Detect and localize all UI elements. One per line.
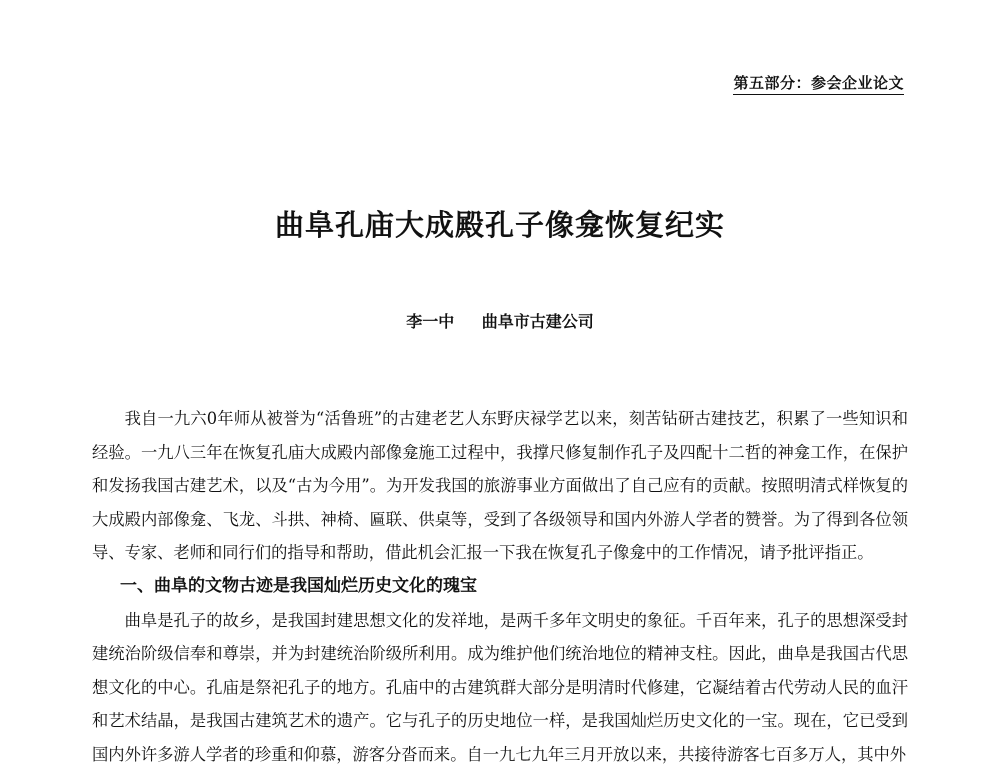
article-title: 曲阜孔庙大成殿孔子像龛恢复纪实 [274,208,725,242]
author-name: 李一中 [406,312,455,331]
byline [0,311,1000,333]
section-paragraph: 曲阜是孔子的故乡，是我国封建思想文化的发祥地，是两千多年文明史的象征。千百年来，孔子的思想深受封建统治阶级信奉和尊崇，并为封建统治阶级所利用。成为维护他们统治地位的精神支柱。因此，曲阜是我国古代思想文化的中心。孔庙是祭祀孔子的地方。孔庙中的古建筑群大部分是明清时代修建，它凝结着古代劳动人民的血汗和艺术结晶，是我国古建筑艺术的遗产。它与孔子的历史地位一样，是我国灿烂历史文化的一宝。现在，它已受到国内外许多游人学者的珍重和仰慕，游客分沓而来。自一九七九年三月开放以来，共接待游客七百多万人，其中外 [92,610,908,764]
running-header: 第五部分：参会企业论文 [733,74,904,95]
article-body [92,402,908,772]
intro-paragraph: 我自一九六0年师从被誉为“活鲁班”的古建老艺人东野庆禄学艺以来，刻苦钻研古建技艺，积累了一些知识和经验。一九八三年在恢复孔庙大成殿内部像龛施工过程中，我撑尺修复制作孔子及四配十二哲的神龛工作，在保护和发扬我国古建艺术，以及“古为今用”。为开发我国的旅游事业方面做出了自己应有的贡献。按照明清式样恢复的大成殿内部像龛、飞龙、斗拱、神椅、匾联、供桌等，受到了各级领导和国内外游人学者的赞誉。为了得到各位领导、专家、老师和同行们的指导和帮助，借此机会汇报一下我在恢复孔子像龛中的工作情况，请予批评指正。 [92,409,908,563]
section-heading: 一、曲阜的文物古迹是我国灿烂历史文化的瑰宝 [120,575,477,596]
author-affiliation: 曲阜市古建公司 [481,312,594,331]
